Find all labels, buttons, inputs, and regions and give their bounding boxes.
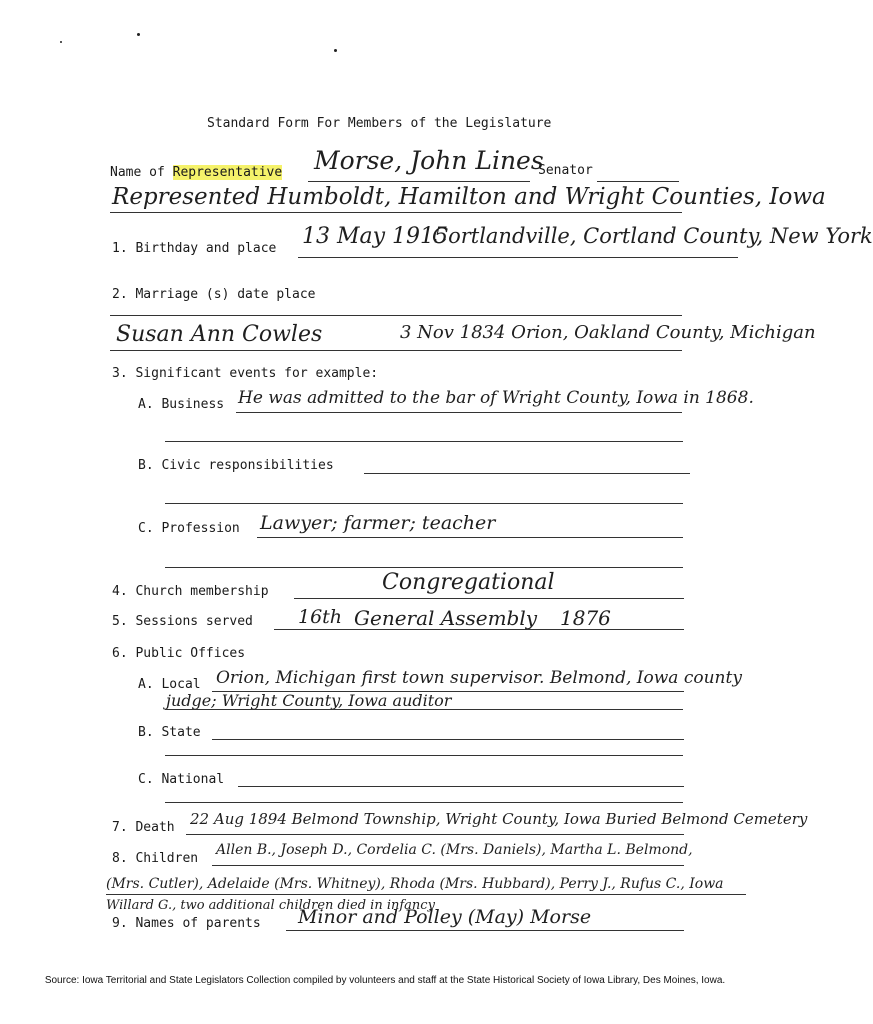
birthday-date: 13 May 1915 (302, 224, 449, 249)
state-line-2 (165, 755, 683, 756)
church-label: 4. Church membership (112, 584, 269, 599)
business-line-2 (165, 441, 683, 442)
profession-value: Lawyer; farmer; teacher (260, 512, 496, 534)
sessions-ordinal: 16th (298, 606, 343, 628)
local-value-2: judge; Wright County, Iowa auditor (166, 691, 452, 710)
marriage-line-1 (110, 315, 682, 316)
sessions-year: 1876 (560, 606, 611, 630)
senator-label: Senator (538, 163, 593, 178)
civic-line-1 (364, 473, 690, 474)
local-label: A. Local (138, 677, 201, 692)
represented-value: Represented Humboldt, Hamilton and Wright Counties, Iowa (112, 184, 826, 210)
death-label: 7. Death (112, 820, 175, 835)
marriage-date-place: 3 Nov 1834 Orion, Oakland County, Michigan (400, 322, 816, 343)
marriage-spouse: Susan Ann Cowles (116, 322, 323, 347)
birthday-line (298, 257, 738, 258)
parents-value: Minor and Polley (May) Morse (298, 906, 592, 928)
children-line-2 (106, 894, 746, 895)
profession-label: C. Profession (138, 521, 240, 536)
children-label: 8. Children (112, 851, 199, 866)
national-line-2 (165, 802, 683, 803)
death-value: 22 Aug 1894 Belmond Township, Wright County, Iowa Buried Belmond Cemetery (190, 810, 808, 828)
source-note: Source: Iowa Territorial and State Legislators Collection compiled by volunteers and staff at the State Historical Society of Iowa Library, Des Moines, Iowa. (44, 975, 726, 986)
scan-speck (334, 49, 337, 52)
name-label-prefix: Name of (110, 165, 173, 180)
parents-line (286, 930, 684, 931)
business-label: A. Business (138, 397, 225, 412)
business-line-1 (236, 412, 682, 413)
profession-line-1 (257, 537, 683, 538)
form-title: Standard Form For Members of the Legislature (207, 116, 552, 131)
sessions-line (274, 629, 684, 630)
national-line-1 (238, 786, 684, 787)
marriage-line-2 (110, 350, 682, 351)
marriage-label: 2. Marriage (s) date place (112, 287, 316, 302)
name-label (110, 165, 282, 180)
represented-line (110, 212, 682, 213)
scan-speck (137, 33, 140, 36)
profession-line-2 (165, 567, 683, 568)
children-value-3: Willard G., two additional children died in infancy (106, 898, 435, 913)
parents-label: 9. Names of parents (112, 916, 261, 931)
local-value-1: Orion, Michigan first town supervisor. Belmond, Iowa county (216, 668, 742, 688)
name-line (308, 181, 530, 182)
scan-speck (60, 41, 62, 43)
local-line-2 (165, 709, 683, 710)
senator-line (597, 181, 679, 182)
representative-highlight: Representative (172, 165, 283, 180)
church-line (294, 598, 684, 599)
national-label: C. National (138, 772, 225, 787)
state-line-1 (212, 739, 684, 740)
children-line-1 (212, 865, 684, 866)
church-value: Congregational (382, 570, 555, 595)
public-offices-label: 6. Public Offices (112, 646, 246, 661)
name-value: Morse, John Lines (314, 146, 544, 175)
children-value-2: (Mrs. Cutler), Adelaide (Mrs. Whitney), Rhoda (Mrs. Hubbard), Perry J., Rufus C., Iowa (106, 876, 724, 892)
sessions-value: General Assembly (354, 606, 538, 630)
birthday-place: Cortlandville, Cortland County, New York (432, 224, 873, 248)
state-label: B. State (138, 725, 201, 740)
children-value-1: Allen B., Joseph D., Cordelia C. (Mrs. Daniels), Martha L. Belmond, (216, 842, 693, 858)
civic-label: B. Civic responsibilities (138, 458, 334, 473)
death-line (186, 834, 684, 835)
business-value: He was admitted to the bar of Wright County, Iowa in 1868. (238, 388, 754, 408)
significant-label: 3. Significant events for example: (112, 366, 379, 381)
birthday-label: 1. Birthday and place (112, 241, 277, 256)
sessions-label: 5. Sessions served (112, 614, 253, 629)
civic-line-2 (165, 503, 683, 504)
